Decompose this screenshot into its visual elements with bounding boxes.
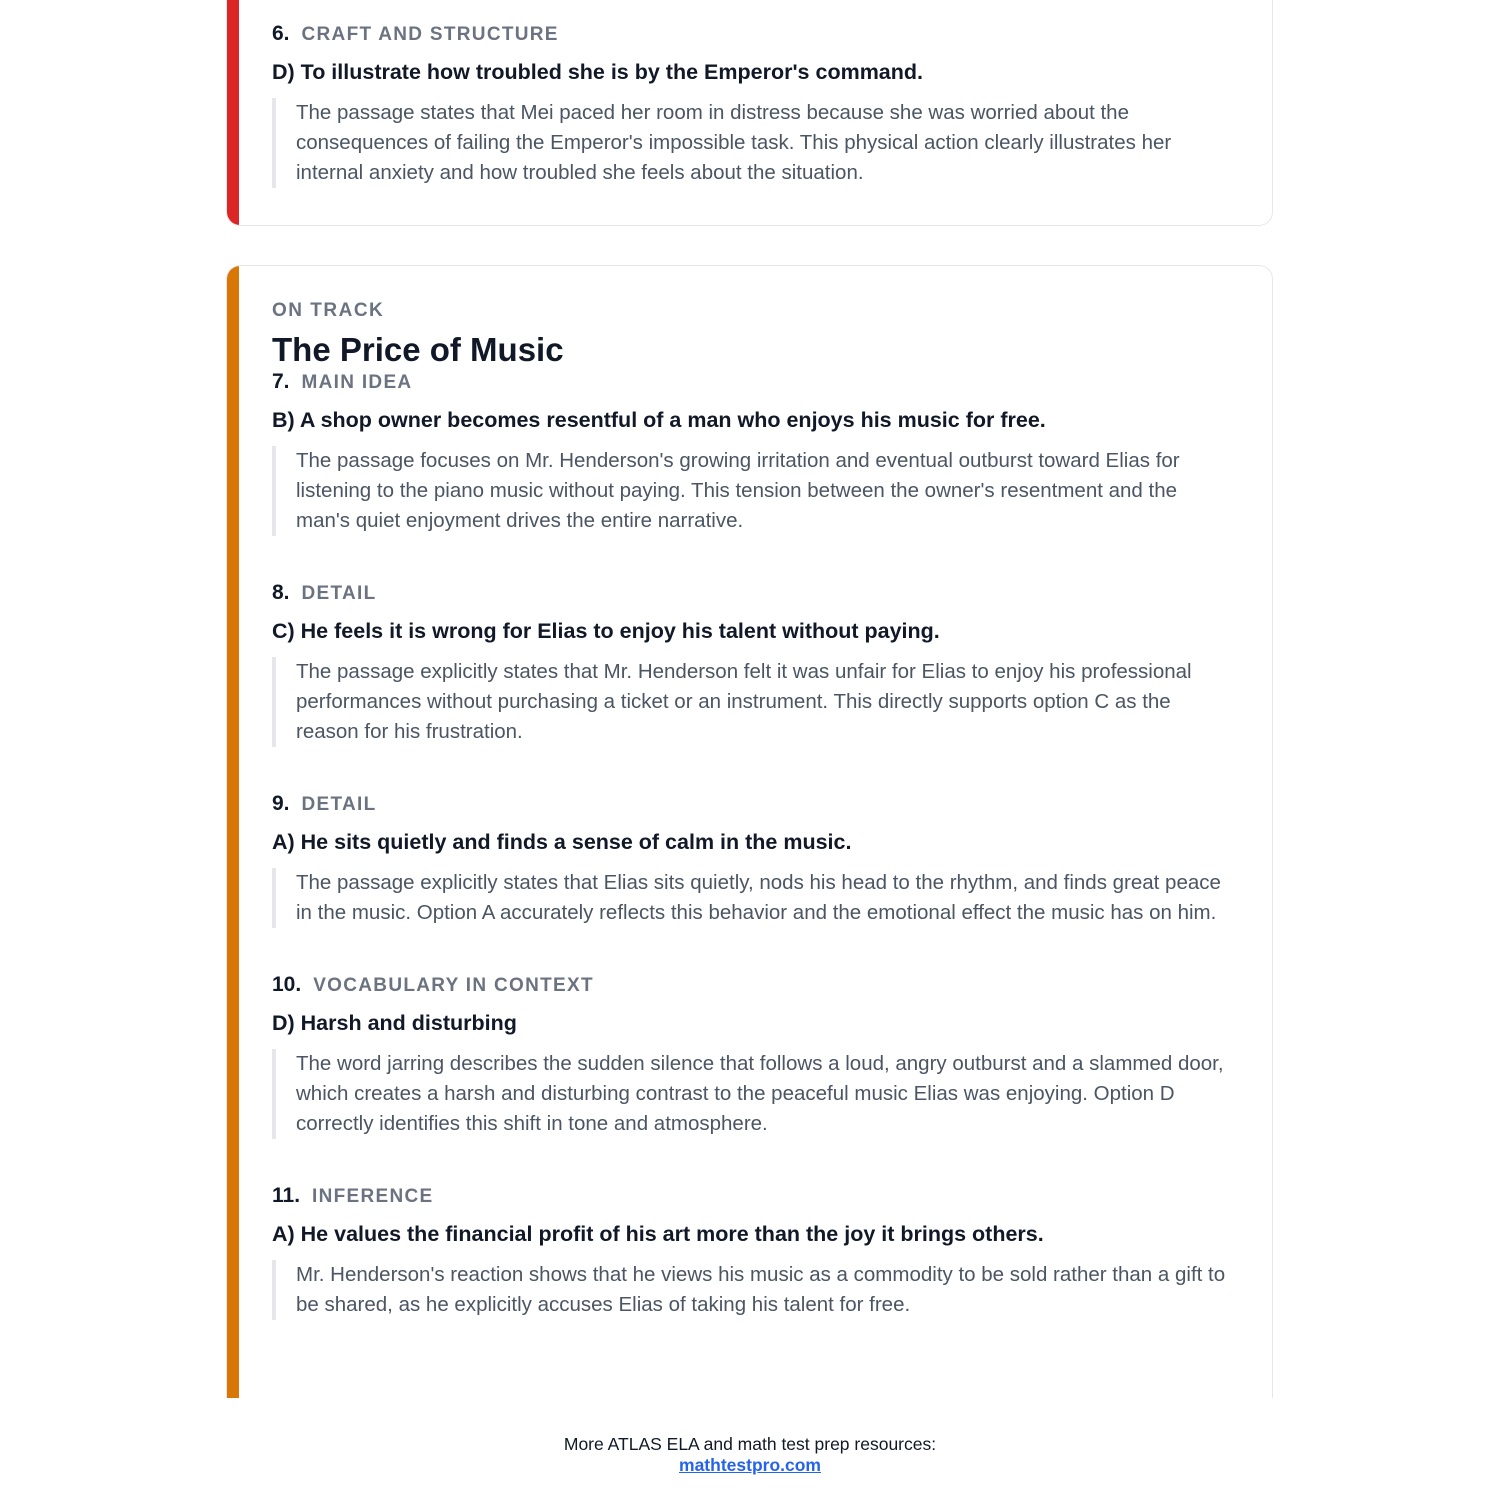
question-item — [272, 792, 1232, 928]
answer-explanation: The passage explicitly states that Elias sits quietly, nods his head to the rhythm, and finds great peace in the music. Option A accurately reflects this behavior and the emotional effect the music has on him. — [272, 868, 1232, 928]
question-category: MAIN IDEA — [301, 372, 413, 393]
question-header — [272, 370, 1232, 394]
question-category: DETAIL — [301, 794, 377, 815]
question-number: 8. — [272, 581, 290, 604]
correct-answer: C) He feels it is wrong for Elias to enjoy his talent without paying. — [272, 619, 940, 643]
question-item — [272, 973, 1232, 1139]
question-number: 10. — [272, 973, 302, 996]
answer-card-previous — [226, 0, 1273, 226]
answer-explanation: The word jarring describes the sudden silence that follows a loud, angry outburst and a slammed door, which creates a harsh and disturbing contrast to the peaceful music Elias was enjoying. Option D correctly identifies this shift in tone and atmosphere. — [272, 1049, 1232, 1139]
question-number: 11. — [272, 1184, 301, 1207]
footer-link[interactable]: mathtestpro.com — [679, 1455, 821, 1475]
question-item — [272, 581, 1232, 747]
question-category: DETAIL — [301, 583, 377, 604]
question-number: 6. — [272, 22, 290, 45]
question-header — [272, 22, 1232, 46]
answer-explanation: The passage states that Mei paced her room in distress because she was worried about the consequences of failing the Emperor's impossible task. This physical action clearly illustrates her internal anxiety and how troubled she feels about the situation. — [272, 98, 1232, 188]
page-footer — [0, 1434, 1500, 1476]
question-header — [272, 973, 1232, 997]
question-number: 7. — [272, 370, 290, 393]
question-item — [272, 22, 1232, 188]
question-category: CRAFT AND STRUCTURE — [301, 24, 559, 45]
answer-explanation: Mr. Henderson's reaction shows that he views his music as a commodity to be sold rather than a gift to be shared, as he explicitly accuses Elias of taking his talent for free. — [272, 1260, 1232, 1320]
question-item — [272, 1184, 1232, 1320]
correct-answer: A) He sits quietly and finds a sense of calm in the music. — [272, 830, 852, 854]
status-label: ON TRACK — [272, 300, 385, 321]
question-header — [272, 792, 1232, 816]
passage-title: The Price of Music — [272, 331, 564, 368]
question-header — [272, 581, 1232, 605]
question-category: INFERENCE — [312, 1186, 434, 1207]
answer-card-passage — [226, 265, 1273, 1398]
question-category: VOCABULARY IN CONTEXT — [313, 975, 594, 996]
question-header — [272, 1184, 1232, 1208]
card-content — [272, 22, 1232, 188]
correct-answer: A) He values the financial profit of his art more than the joy it brings others. — [272, 1222, 1044, 1246]
question-item — [272, 370, 1232, 536]
question-number: 9. — [272, 792, 290, 815]
correct-answer: D) To illustrate how troubled she is by the Emperor's command. — [272, 60, 924, 84]
answer-explanation: The passage focuses on Mr. Henderson's growing irritation and eventual outburst toward Elias for listening to the piano music without paying. This tension between the owner's resentment and the man's quiet enjoyment drives the entire narrative. — [272, 446, 1232, 536]
correct-answer: B) A shop owner becomes resentful of a man who enjoys his music for free. — [272, 408, 1046, 432]
footer-text: More ATLAS ELA and math test prep resources: — [563, 1434, 937, 1454]
card-content — [272, 300, 1232, 1320]
answer-explanation: The passage explicitly states that Mr. Henderson felt it was unfair for Elias to enjoy his professional performances without purchasing a ticket or an instrument. This directly supports option C as the reason for his frustration. — [272, 657, 1232, 747]
correct-answer: D) Harsh and disturbing — [272, 1011, 517, 1035]
